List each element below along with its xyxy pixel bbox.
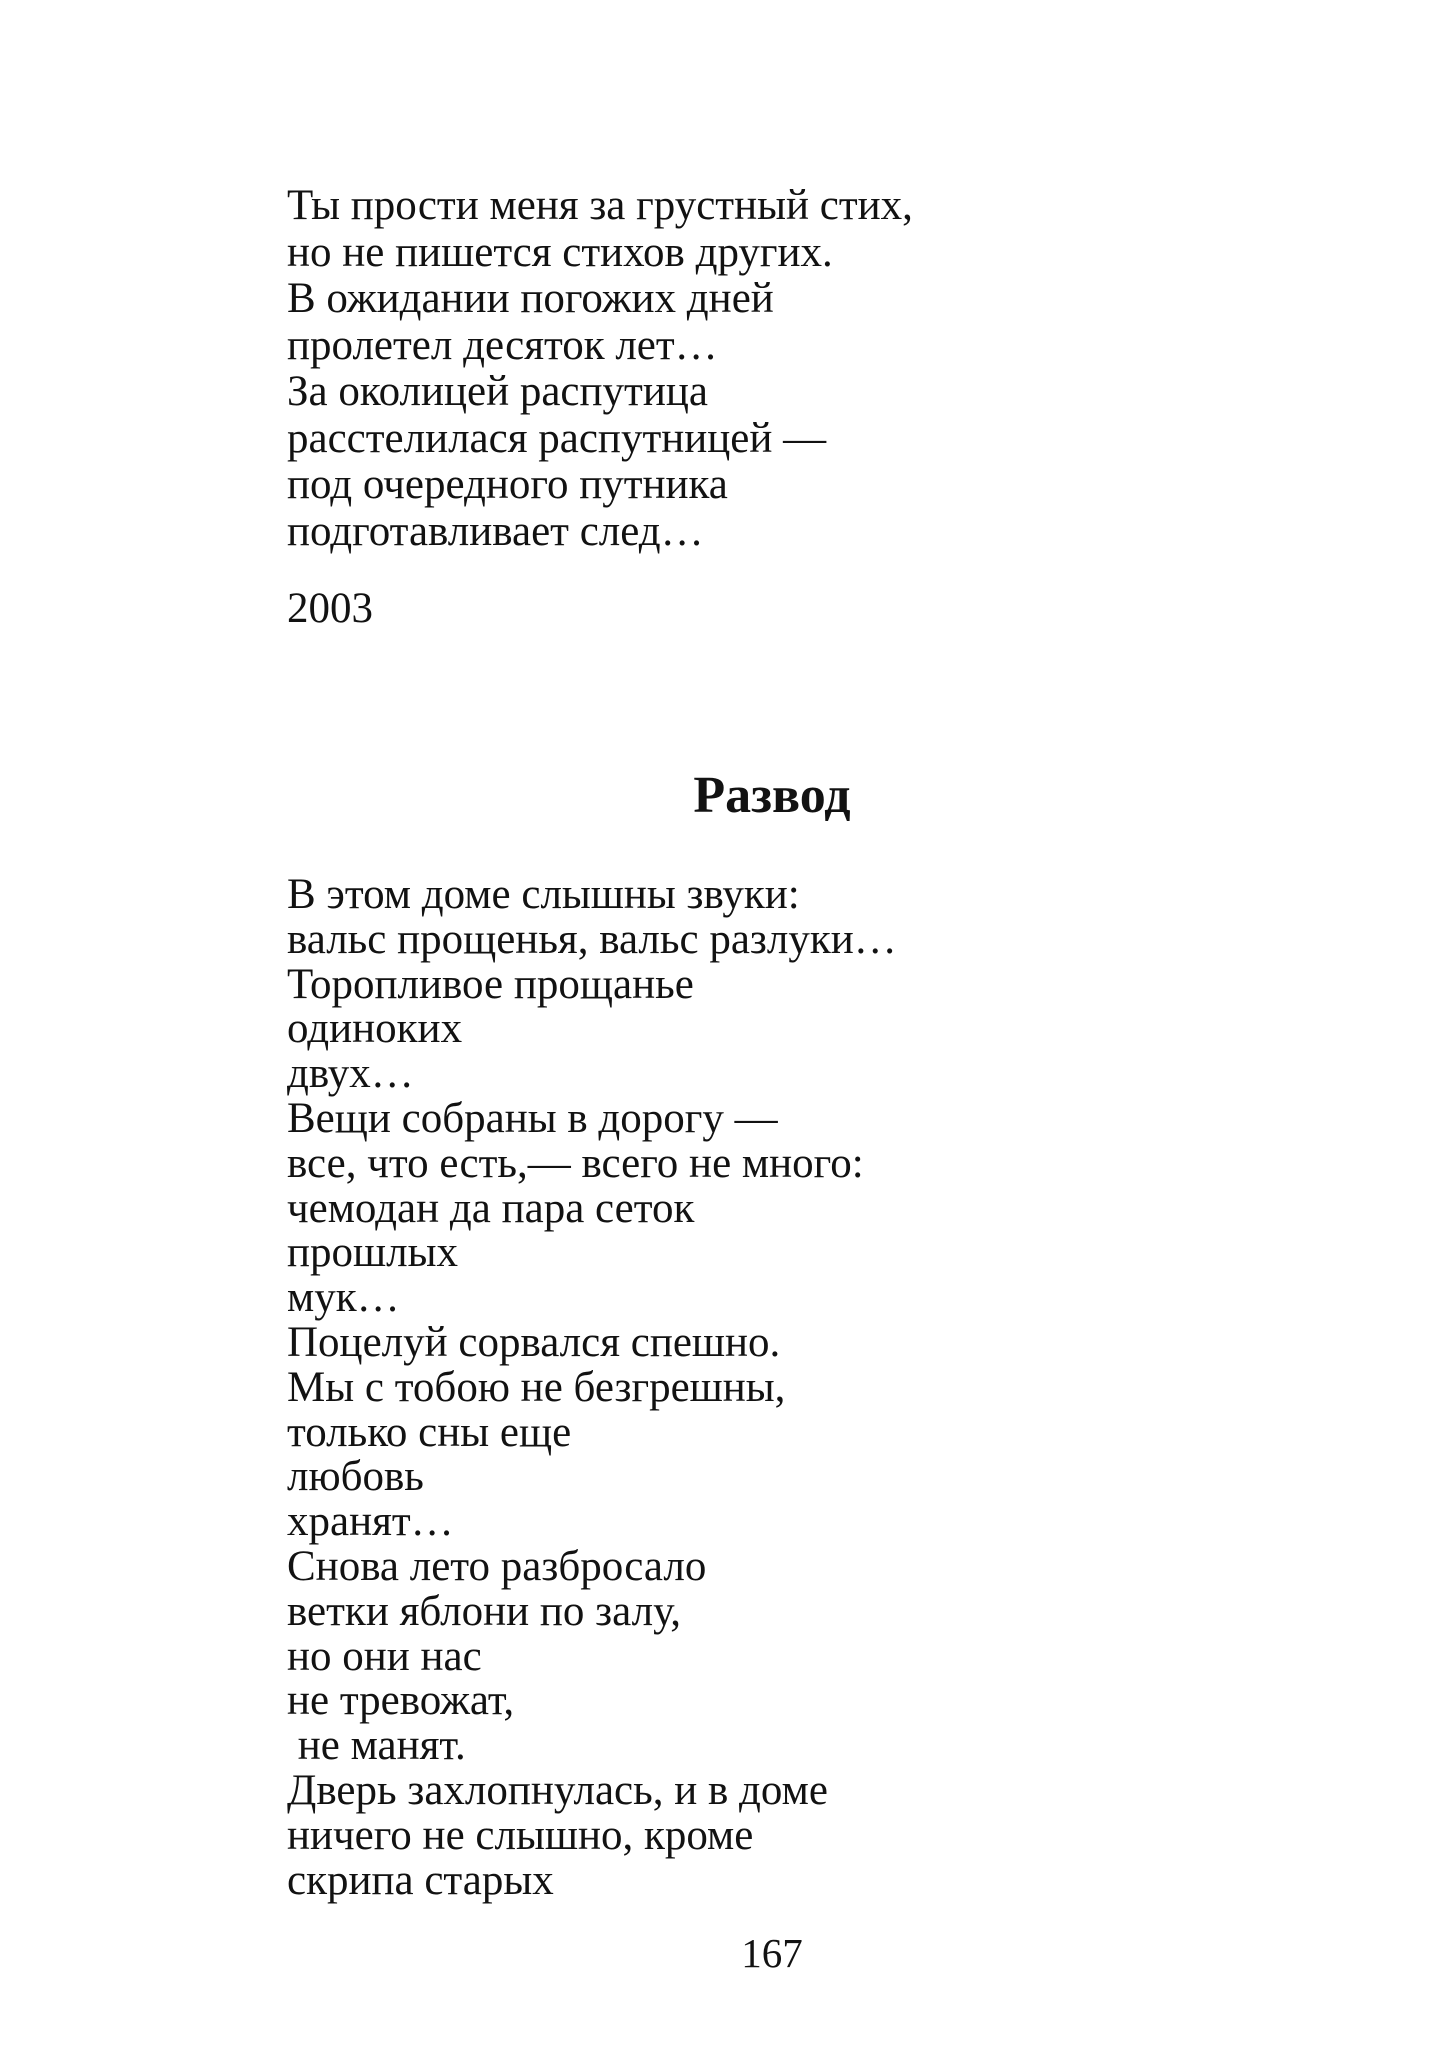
poem-line: В этом доме слышны звуки: (287, 871, 800, 918)
poem-year: 2003 (287, 585, 373, 632)
poem-line: двух… (287, 1050, 414, 1098)
poem-line: любовь (287, 1453, 424, 1501)
poem-line: ветки яблони по залу, (287, 1587, 682, 1635)
page-number: 167 (741, 1930, 803, 1976)
poem-line: Вещи собраны в дорогу — (287, 1094, 778, 1142)
poem-line: не тревожат, (287, 1677, 515, 1725)
poem-line: В ожидании погожих дней (287, 275, 774, 322)
poem-line: Поцелуй сорвался спешно. (287, 1318, 781, 1366)
poem-line: Дверь захлопнулась, и в доме (287, 1766, 828, 1814)
poem-line: вальс прощенья, вальс разлуки… (287, 915, 897, 963)
previous-poem-ending (287, 183, 1257, 555)
poem-line: но не пишется стихов других. (287, 228, 833, 276)
poem-line: чемодан да пара сеток (287, 1184, 695, 1232)
poem-line: Ты прости меня за грустный стих, (287, 182, 913, 229)
poem-line: только сны еще (287, 1408, 572, 1456)
poem-line: Мы с тобою не безгрешны, (287, 1363, 786, 1411)
poem-line: пролетел десяток лет… (287, 321, 718, 369)
poem-line: все, что есть,— всего не много: (287, 1139, 864, 1187)
poem-line: ничего не слышно, кроме (287, 1811, 754, 1859)
poem-line: прошлых (287, 1229, 458, 1277)
poem-line: под очередного путника (287, 461, 728, 508)
poem-line: Торопливое прощанье (287, 960, 694, 1008)
poem-line: не манят. (287, 1722, 466, 1770)
poem-divorce-body (287, 873, 1257, 1903)
poem-title: Развод (693, 767, 851, 824)
poem-line: За околицей распутица (287, 368, 708, 415)
poem-line: скрипа старых (287, 1856, 554, 1904)
poem-line: хранят… (287, 1498, 454, 1546)
poem-line: Снова лето разбросало (287, 1542, 707, 1590)
poem-line: мук… (287, 1274, 400, 1322)
poem-line: подготавливает след… (287, 507, 704, 555)
poem-line: но они нас (287, 1632, 482, 1680)
poem-line: одиноких (287, 1005, 463, 1053)
poem-line: расстелилася распутницей — (287, 414, 827, 462)
